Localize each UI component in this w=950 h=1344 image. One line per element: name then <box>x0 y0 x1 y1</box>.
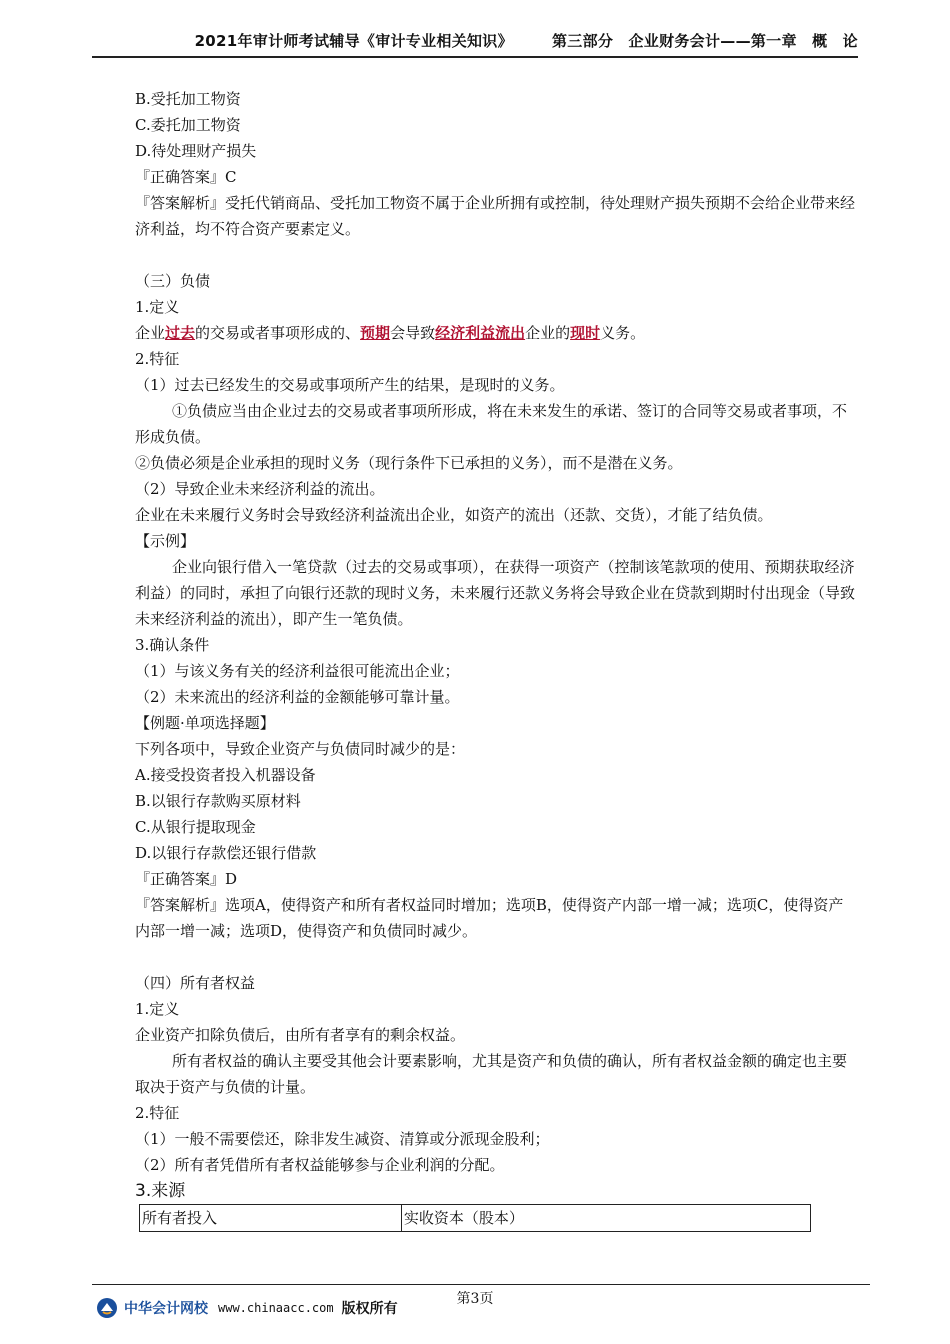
footer-copyright: 版权所有 <box>341 1301 398 1317</box>
equity-feature-1: （1）一般不需要偿还，除非发生减资、清算或分派现金股利； <box>135 1130 550 1148</box>
highlight-outflow: 经济利益流出 <box>435 324 526 342</box>
option-b2: B.以银行存款购买原材料 <box>135 792 301 810</box>
answer-2: 『正确答案』D <box>135 870 238 888</box>
feature-2a: 企业在未来履行义务时会导致经济利益流出企业，如资产的流出（还款、交货），才能了结负债。 <box>135 506 773 524</box>
definition-text: 企业过去的交易或者事项形成的、预期会导致经济利益流出企业的现时义务。 <box>135 324 646 342</box>
table-cell: 实收资本（股本） <box>401 1205 810 1232</box>
header-left: 2021年审计师考试辅导《审计专业相关知识》 <box>194 32 513 50</box>
equity-feature-2: （2）所有者凭借所有者权益能够参与企业利润的分配。 <box>135 1156 505 1174</box>
highlight-present: 现时 <box>570 324 601 342</box>
example-text: 企业向银行借入一笔贷款（过去的交易或事项），在获得一项资产（控制该笔款项的使用、预期获取经济利益）的同时，承担了向银行还款的现时义务，未来履行还款义务将会导致企业在贷款到期时付出现金（导致未来经济利益的流出），即产生一笔负债。 <box>135 558 856 628</box>
feature-title: 2.特征 <box>135 350 180 368</box>
feature-1a: ①负债应当由企业过去的交易或者事项所形成，将在未来发生的承诺、签订的合同等交易或者事项，不形成负债。 <box>135 402 848 446</box>
option-d2: D.以银行存款偿还银行借款 <box>135 844 317 862</box>
source-title: 3.来源 <box>135 1181 186 1201</box>
question-title: 【例题·单项选择题】 <box>135 714 275 732</box>
feature-2: （2）导致企业未来经济利益的流出。 <box>135 480 385 498</box>
footer-logo <box>96 1297 398 1319</box>
equity-feature-title: 2.特征 <box>135 1104 180 1122</box>
option-c1: C.委托加工物资 <box>135 116 241 134</box>
footer-divider <box>92 1284 870 1285</box>
source-table <box>139 1204 811 1232</box>
equity-definition-text: 企业资产扣除负债后，由所有者享有的剩余权益。 <box>135 1026 466 1044</box>
highlight-expected: 预期 <box>360 324 391 342</box>
condition-2: （2）未来流出的经济利益的金额能够可靠计量。 <box>135 688 460 706</box>
section-equity-title: （四）所有者权益 <box>135 974 256 992</box>
feature-1: （1）过去已经发生的交易或事项所产生的结果，是现时的义务。 <box>135 376 565 394</box>
option-d1: D.待处理财产损失 <box>135 142 257 160</box>
page-number: 第3页 <box>456 1291 494 1307</box>
table-cell: 所有者投入 <box>140 1205 402 1232</box>
equity-definition-title: 1.定义 <box>135 1000 180 1018</box>
analysis-1: 『答案解析』受托代销商品、受托加工物资不属于企业所拥有或控制，待处理财产损失预期不会给企业带来经济利益，均不符合资产要素定义。 <box>135 194 856 238</box>
section-liabilities-title: （三）负债 <box>135 272 211 290</box>
example-title: 【示例】 <box>135 532 196 550</box>
conditions-title: 3.确认条件 <box>135 636 210 654</box>
highlight-past: 过去 <box>165 324 196 342</box>
page-header <box>92 30 858 58</box>
analysis-2: 『答案解析』选项A，使得资产和所有者权益同时增加；选项B，使得资产内部一增一减；选项C，使得资产内部一增一减；选项D，使得资产和负债同时减少。 <box>135 896 844 940</box>
header-right: 第三部分 企业财务会计——第一章 概 论 <box>551 32 858 50</box>
question-text: 下列各项中，导致企业资产与负债同时减少的是： <box>135 740 466 758</box>
brand-logo-icon <box>96 1297 118 1319</box>
option-b1: B.受托加工物资 <box>135 90 241 108</box>
definition-title: 1.定义 <box>135 298 180 316</box>
document-body <box>135 86 855 1232</box>
option-c2: C.从银行提取现金 <box>135 818 256 836</box>
condition-1: （1）与该义务有关的经济利益很可能流出企业； <box>135 662 460 680</box>
footer-url[interactable]: www.chinaacc.com <box>218 1301 334 1315</box>
footer-brand: 中华会计网校 <box>124 1301 208 1317</box>
option-a2: A.接受投资者投入机器设备 <box>135 766 316 784</box>
table-row <box>140 1205 811 1232</box>
feature-1b: ②负债必须是企业承担的现时义务（现行条件下已承担的义务），而不是潜在义务。 <box>135 454 683 472</box>
equity-definition-text-2: 所有者权益的确认主要受其他会计要素影响，尤其是资产和负债的确认，所有者权益金额的确定也主要取决于资产与负债的计量。 <box>135 1052 848 1096</box>
answer-1: 『正确答案』C <box>135 168 237 186</box>
